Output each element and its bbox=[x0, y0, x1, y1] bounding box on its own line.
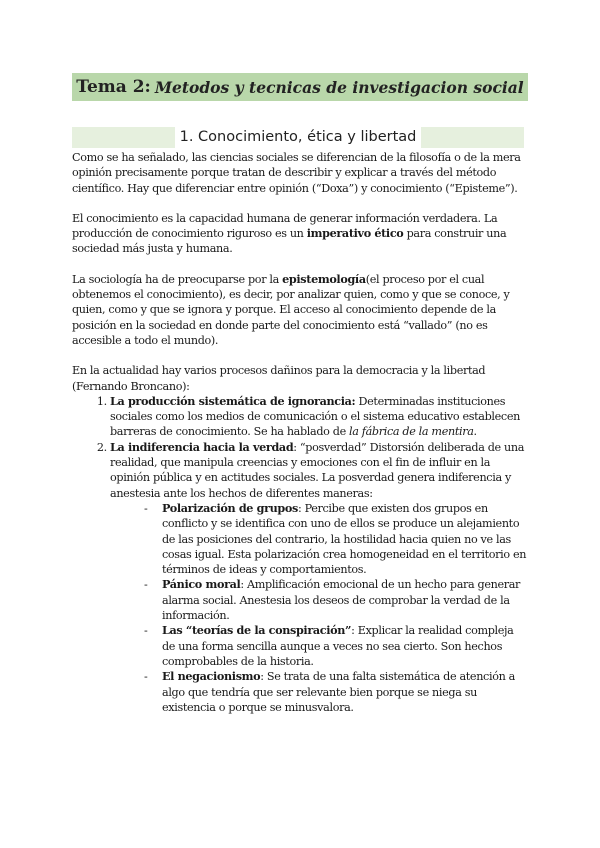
list-item-end: . bbox=[473, 425, 477, 439]
bullet-item-bold: Pánico moral bbox=[162, 577, 241, 592]
bullet-item-bold: Las “teorías de la conspiración” bbox=[162, 623, 352, 638]
bullet-item-text: : Explicar la realidad compleja de una forma sencilla aunque a veces no sea cierto. Son hechos comprobables de la historia. bbox=[162, 624, 514, 668]
bullet-item-text: : Se trata de una falta sistemática de atención a algo que tendría que ser relevante bien porque se niega su existencia o porque se minusvalora. bbox=[162, 670, 515, 714]
list-item-text: Determinadas instituciones sociales como los medios de comunicación o el sistema educativo establecen barreras de conocimiento. Se ha hablado de bbox=[110, 394, 520, 439]
bullet-item bbox=[144, 501, 528, 577]
bullet-item bbox=[144, 623, 528, 669]
paragraph-2-text-end: para construir una sociedad más justa y humana. bbox=[72, 227, 507, 256]
list-item-italic: la fábrica de la mentira bbox=[349, 425, 474, 439]
paragraph-2-text: El conocimiento es la capacidad humana de generar información verdadera. La producción de conocimiento riguroso es un bbox=[72, 211, 498, 241]
list-item-bold: La indiferencia hacia la verdad bbox=[110, 439, 294, 454]
list-item bbox=[110, 394, 528, 440]
bullet-item-text: : Amplificación emocional de un hecho para generar alarma social. Anestesia los deseos de comprobar la verdad de la información. bbox=[162, 578, 521, 623]
numbered-list bbox=[72, 394, 528, 715]
list-item bbox=[110, 440, 528, 715]
paragraph-3-text: La sociología ha de preocuparse por la bbox=[72, 272, 283, 286]
document-body bbox=[72, 150, 528, 715]
bullet-item bbox=[144, 577, 528, 623]
bullet-item bbox=[144, 669, 528, 715]
paragraph-3-text-end: (el proceso por el cual obtenemos el conocimiento), es decir, por analizar quien, como y que se conoce, y quien, como y que se ignora y porque. El acceso al conocimiento depende de la posición en la sociedad en donde parte del conocimiento está “vallado” (no es accesible a todo el mundo). bbox=[72, 272, 510, 347]
bullet-item-bold: El negacionismo bbox=[162, 669, 261, 684]
title-main: Metodos y tecnicas de investigacion social bbox=[154, 77, 524, 97]
paragraph-4: En la actualidad hay varios procesos dañinos para la democracia y la libertad (Fernando Broncano): bbox=[72, 364, 486, 393]
paragraph-2-bold: imperativo ético bbox=[306, 226, 404, 241]
document-title bbox=[72, 73, 528, 101]
bullet-list bbox=[110, 501, 528, 715]
list-item-bold: La producción sistemática de ignorancia: bbox=[110, 393, 356, 408]
paragraph-1: Como se ha señalado, las ciencias sociales se diferencian de la filosofía o de la mera opinión precisamente porque tratan de describir y explicar a través del método científico. Hay que diferenciar entre opinión (“Doxa”) y conocimiento (“Episteme”). bbox=[72, 151, 521, 195]
paragraph-2 bbox=[72, 211, 528, 257]
bullet-item-text: : Percibe que existen dos grupos en conflicto y se identifica con uno de ellos se produce un alejamiento de las posiciones del contrario, la hostilidad hacia quien no ve las cosas igual. Esta polarización crea homogeneidad en el territorio en términos de ideas y comportamientos. bbox=[162, 501, 527, 577]
section-heading: 1. Conocimiento, ética y libertad bbox=[175, 127, 422, 148]
title-prefix: Tema 2: bbox=[76, 77, 151, 97]
bullet-item-bold: Polarización de grupos bbox=[162, 500, 298, 515]
section-heading-bar bbox=[72, 127, 524, 148]
list-item-text: : “posverdad” Distorsión deliberada de una realidad, que manipula creencias y emociones con el fin de influir en la opinión pública y en actitudes sociales. La posverdad genera indiferencia y anestesia ante los hechos de diferentes maneras: bbox=[110, 440, 525, 500]
paragraph-3-bold: epistemología bbox=[282, 271, 366, 286]
paragraph-3 bbox=[72, 272, 528, 348]
